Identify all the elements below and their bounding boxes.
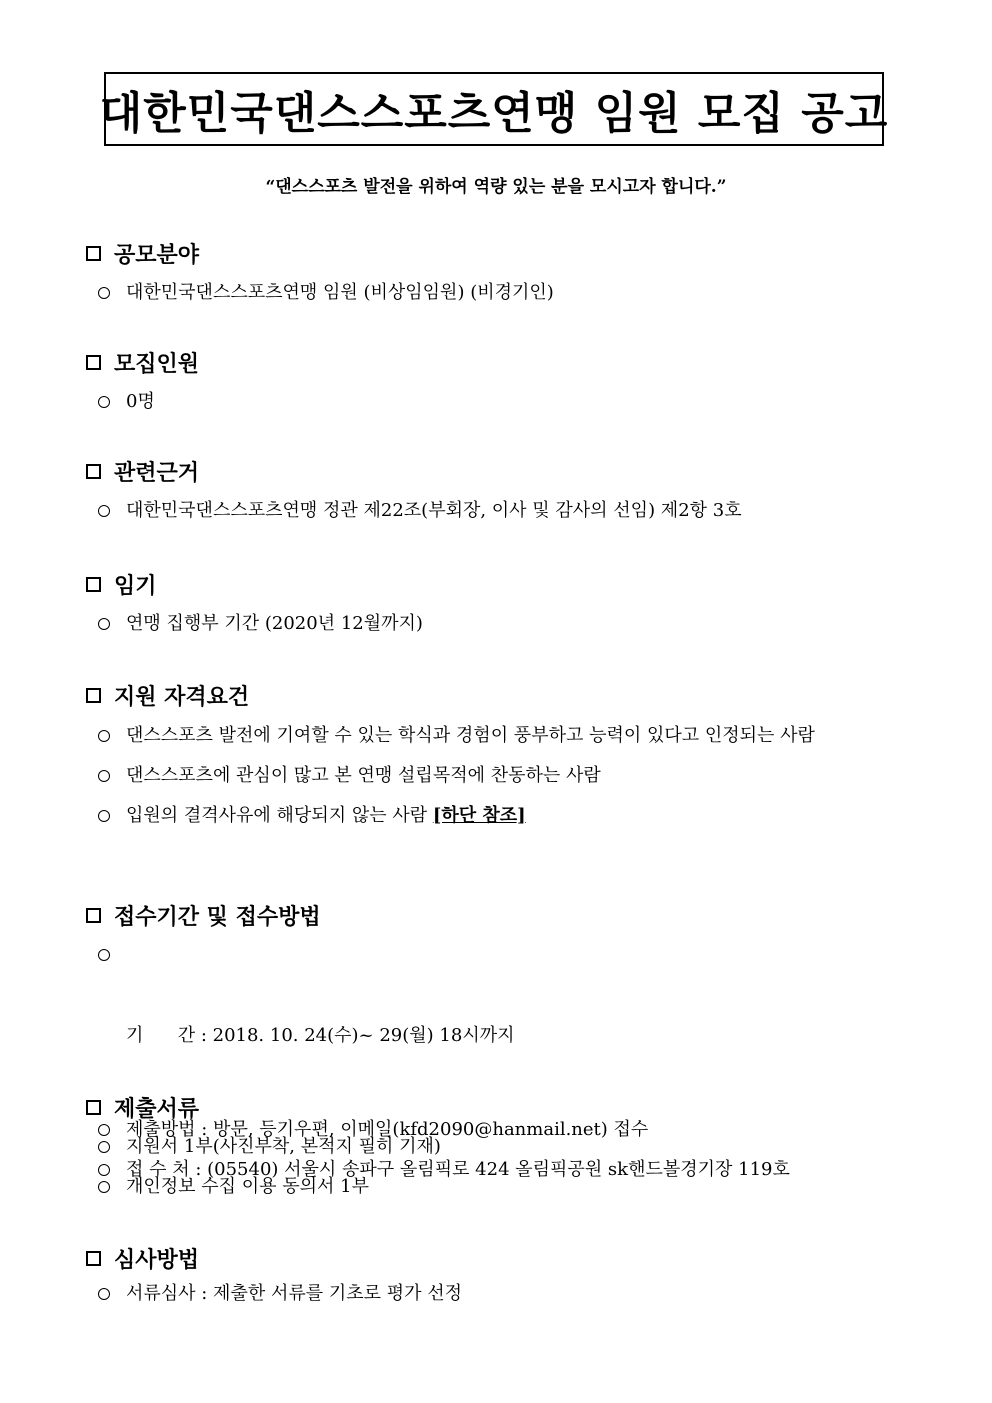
checkbox-square-icon [86, 246, 101, 261]
circle-bullet-icon [98, 396, 110, 408]
circle-bullet-icon [98, 730, 110, 742]
section-documents [86, 1092, 926, 1200]
circle-bullet-icon [98, 1288, 110, 1300]
section-legal-basis [86, 456, 926, 524]
list-item: 대한민국댄스스포츠연맹 임원 (비상임임원) (비경기인) [86, 279, 926, 306]
title-box [99, 72, 889, 146]
circle-bullet-icon [98, 1181, 110, 1193]
circle-bullet-icon [98, 505, 110, 517]
list-item: 입원의 결격사유에 해당되지 않는 사람 [하단 참조] [86, 802, 926, 829]
section-heading: 모집인원 [114, 351, 200, 377]
list-item: 접 수 처 : (05540) 서울시 송파구 올림픽로 424 올림픽공원 sk핸드볼경기장 119호 [86, 1156, 926, 1183]
section-field [86, 238, 926, 306]
section-term [86, 569, 926, 637]
checkbox-square-icon [86, 464, 101, 479]
checkbox-square-icon [86, 1251, 101, 1266]
circle-bullet-icon [98, 810, 110, 822]
checkbox-square-icon [86, 908, 101, 923]
list-item: 기 간 : 2018. 10. 24(수)~ 29(월) 18시까지 [86, 941, 926, 1103]
page-title: 대한민국댄스스포츠연맹 임원 모집 공고 [99, 88, 889, 139]
see-below-reference: [하단 참조] [432, 805, 526, 826]
circle-bullet-icon [98, 770, 110, 782]
checkbox-square-icon [86, 577, 101, 592]
section-heading: 지원 자격요건 [114, 684, 250, 710]
section-heading: 접수기간 및 접수방법 [114, 904, 321, 930]
list-item: 대한민국댄스스포츠연맹 정관 제22조(부회장, 이사 및 감사의 선임) 제2항 3호 [86, 497, 926, 524]
list-item: 0명 [86, 388, 926, 415]
circle-bullet-icon [98, 618, 110, 630]
section-review-method [86, 1243, 926, 1307]
subtitle: “댄스스포츠 발전을 위하여 역량 있는 분을 모시고자 합니다.” [265, 177, 727, 197]
checkbox-square-icon [86, 1100, 101, 1115]
section-heading: 공모분야 [114, 242, 200, 268]
section-recruit-count [86, 347, 926, 415]
list-item: 서류심사 : 제출한 서류를 기초로 평가 선정 [86, 1280, 926, 1307]
section-heading: 제출서류 [114, 1096, 200, 1122]
section-heading: 임기 [114, 573, 157, 599]
list-item: 지원서 1부(사진부착, 본적지 필히 기재) [86, 1133, 926, 1160]
list-item: 개인정보 수집 이용 동의서 1부 [86, 1173, 926, 1200]
list-item: 제출방법 : 방문, 등기우편, 이메일(kfd2090@hanmail.net) 접수 [86, 1116, 926, 1143]
section-heading: 관련근거 [114, 460, 200, 486]
checkbox-square-icon [86, 355, 101, 370]
circle-bullet-icon [98, 287, 110, 299]
list-item: 댄스스포츠에 관심이 많고 본 연맹 설립목적에 찬동하는 사람 [86, 762, 926, 789]
list-item: 댄스스포츠 발전에 기여할 수 있는 학식과 경험이 풍부하고 능력이 있다고 인정되는 사람 [86, 722, 926, 749]
checkbox-square-icon [86, 688, 101, 703]
circle-bullet-icon [98, 949, 110, 961]
section-qualifications [86, 680, 926, 829]
section-heading: 심사방법 [114, 1247, 200, 1273]
circle-bullet-icon [98, 1141, 110, 1153]
list-item: 연맹 집행부 기간 (2020년 12월까지) [86, 610, 926, 637]
